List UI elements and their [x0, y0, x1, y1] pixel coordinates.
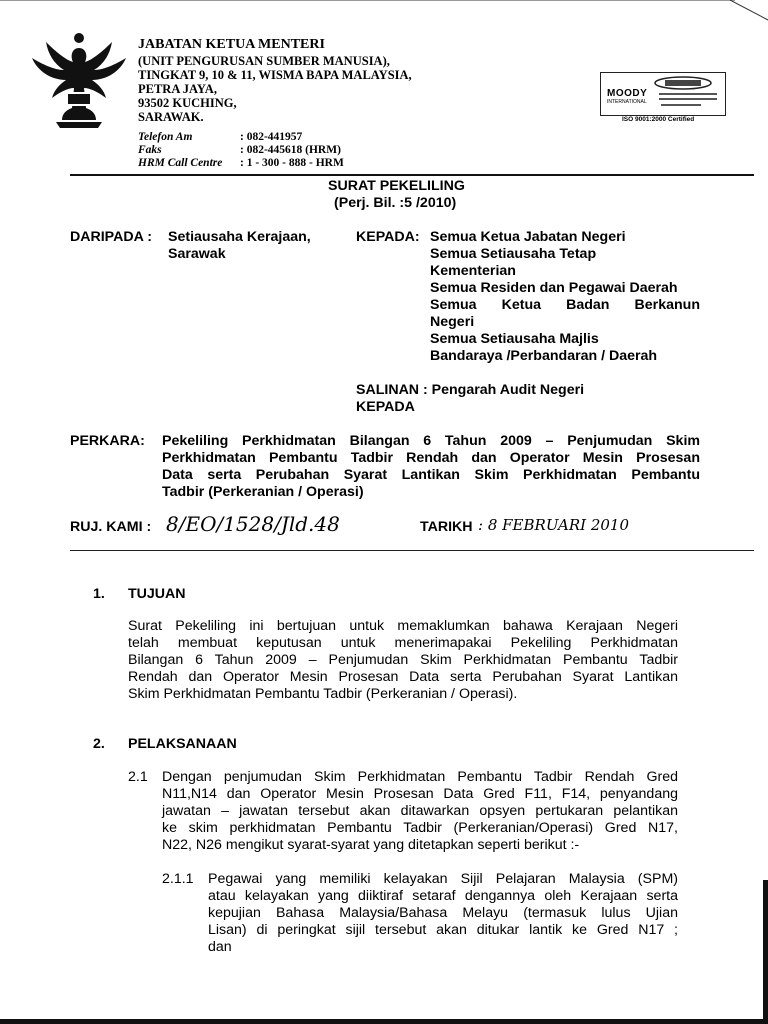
org-name: JABATAN KETUA MENTERI — [138, 37, 325, 52]
to-line-2: Semua Setiausaha Tetap — [430, 246, 597, 262]
from-line-1: Setiausaha Kerajaan, — [168, 229, 311, 245]
section-1-line-2: telah membuat keputusan untuk menerimapakai Pekeliling Perkhidmatan — [128, 635, 678, 651]
circular-number: (Perj. Bil. :5 /2010) — [334, 195, 457, 211]
to-line-1: Semua Ketua Jabatan Negeri — [430, 229, 626, 245]
org-address-line-2: PETRA JAYA, — [138, 82, 217, 96]
contact-phone-label: Telefon Am — [138, 131, 193, 143]
section-1-line-4: Rendah dan Operator Mesin Prosesan Data serta Perubahan Syarat Lantikan — [128, 669, 678, 685]
org-address-line-3: 93502 KUCHING, — [138, 96, 237, 110]
subject-line-3: Data serta Perubahan Syarat Lantikan Skim Perkhidmatan Pembantu — [162, 467, 700, 483]
badge-fine-print-3 — [661, 104, 701, 106]
to-line-8: Bandaraya /Perbandaran / Daerah — [430, 348, 658, 364]
contact-fax-value: : 082-445618 (HRM) — [240, 144, 341, 156]
header-rule — [70, 174, 754, 176]
subject-label: PERKARA: — [70, 433, 145, 449]
moody-logo-icon — [653, 76, 713, 90]
para-2-1-1-line-3: kepujian Bahasa Malaysia/Bahasa Melayu (termasuk lulus Ujian — [208, 905, 678, 921]
para-2-1-line-5: N22, N26 mengikut syarat-syarat yang ditetapkan seperti berikut :- — [162, 837, 580, 853]
section-2-number: 2. — [93, 736, 105, 752]
para-2-1-1-line-2: atau kelayakan yang diiktiraf setaraf dengannya oleh Kerajaan serta — [208, 888, 678, 904]
to-line-4: Semua Residen dan Pegawai Daerah — [430, 280, 678, 296]
date-label: TARIKH — [420, 519, 473, 535]
para-2-1-line-3: jawatan – jawatan tersebut akan ditawarkan opsyen pertukaran pelantikan — [162, 803, 678, 819]
section-2-heading: PELAKSANAAN — [128, 736, 237, 752]
moody-sub: INTERNATIONAL — [607, 99, 647, 105]
section-1-line-3: Bilangan 6 Tahun 2009 – Penjumudan Skim Perkhidmatan Pembantu Tadbir — [128, 652, 678, 668]
iso-certification-badge — [600, 72, 726, 116]
org-unit: (UNIT PENGURUSAN SUMBER MANUSIA), — [138, 54, 390, 68]
org-address-line-1: TINGKAT 9, 10 & 11, WISMA BAPA MALAYSIA, — [138, 68, 412, 82]
para-2-1-line-1: Dengan penjumudan Skim Perkhidmatan Pembantu Tadbir Rendah Gred — [162, 769, 678, 785]
contact-callcentre-value: : 1 - 300 - 888 - HRM — [240, 157, 344, 169]
section-1-line-5: Skim Perkhidmatan Pembantu Tadbir (Perkeranian / Operasi). — [128, 686, 518, 702]
from-label: DARIPADA : — [70, 229, 152, 245]
contact-fax-label: Faks — [138, 144, 162, 156]
to-label: KEPADA: — [356, 229, 420, 245]
reference-value-handwritten: 8/EO/1528/Jld.48 — [166, 512, 340, 536]
to-line-6: Negeri — [430, 314, 475, 330]
circular-title: SURAT PEKELILING — [328, 178, 465, 194]
scan-edge-bottom — [0, 1019, 768, 1024]
para-2-1-number: 2.1 — [128, 769, 148, 785]
moody-brand: MOODY — [607, 88, 648, 99]
para-2-1-line-4: ke skim perkhidmatan Pembantu Tadbir (Perkeranian/Operasi) Gred N17, — [162, 820, 678, 836]
section-1-number: 1. — [93, 586, 105, 602]
para-2-1-1-line-5: dan — [208, 939, 232, 955]
section-1-line-1: Surat Pekeliling ini bertujuan untuk memaklumkan bahawa Kerajaan Negeri — [128, 618, 678, 634]
date-value-handwritten: : 8 FEBRUARI 2010 — [478, 516, 629, 534]
sarawak-crest-logo — [26, 30, 132, 130]
scan-edge-top — [0, 0, 735, 1]
to-line-5: Semua Ketua Badan Berkanun — [430, 297, 700, 313]
to-line-3: Kementerian — [430, 263, 516, 279]
scan-fold-mark — [730, 0, 768, 22]
subject-line-2: Perkhidmatan Pembantu Tadbir Rendah dan Operator Mesin Prosesan — [162, 450, 700, 466]
copy-to-label: KEPADA — [356, 399, 415, 415]
section-1-heading: TUJUAN — [128, 586, 186, 602]
iso-certified-text: ISO 9001:2000 Certified — [622, 116, 695, 123]
to-line-7: Semua Setiausaha Majlis — [430, 331, 599, 347]
scan-edge-right — [763, 880, 768, 1024]
badge-fine-print — [659, 93, 717, 95]
contact-callcentre-label: HRM Call Centre — [138, 157, 223, 169]
para-2-1-1-line-4: Lisan) di peringkat sijil tersebut akan ditukar lantik ke Gred N17 ; — [208, 922, 678, 938]
copy-to-line: SALINAN : Pengarah Audit Negeri — [356, 382, 585, 398]
org-address-line-4: SARAWAK. — [138, 110, 204, 124]
subject-line-4: Tadbir (Perkeranian / Operasi) — [162, 484, 364, 500]
para-2-1-1-line-1: Pegawai yang memiliki kelayakan Sijil Pelajaran Malaysia (SPM) — [208, 871, 678, 887]
para-2-1-1-number: 2.1.1 — [162, 871, 194, 887]
reference-label: RUJ. KAMI : — [70, 519, 152, 535]
subject-line-1: Pekeliling Perkhidmatan Bilangan 6 Tahun 2009 – Penjumudan Skim — [162, 433, 700, 449]
para-2-1-line-2: N11,N14 dan Operator Mesin Prosesan Data Gred F11, F14, penyandang — [162, 786, 678, 802]
badge-fine-print-2 — [659, 98, 717, 100]
from-line-2: Sarawak — [168, 246, 226, 262]
reference-rule — [70, 550, 754, 551]
contact-phone-value: : 082-441957 — [240, 131, 303, 143]
